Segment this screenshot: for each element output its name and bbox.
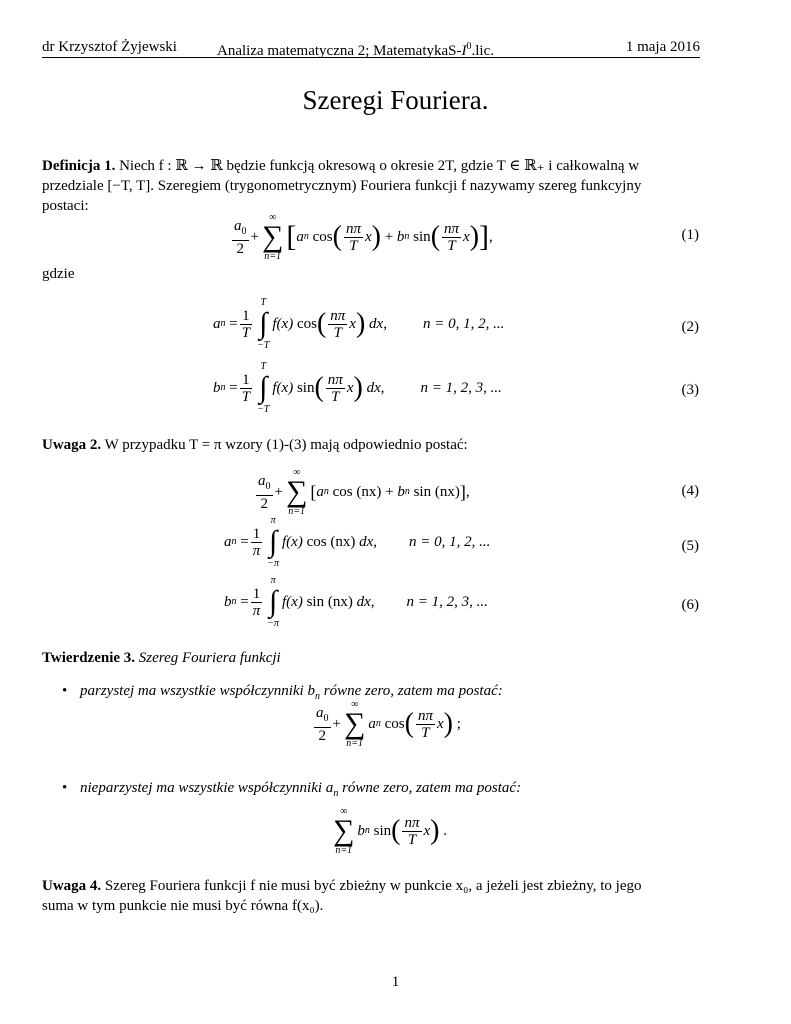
equation-even-series: $\frac{a_0}{2}$ + ∞ ∑ n=1 a n cos ( $\frac{n\pi}{T}$ x ) ;	[316, 699, 461, 749]
header-course-sup: 0	[466, 41, 472, 52]
equation-1: $\frac{a_0}{2}$ + ∞ ∑ n=1 [ a n cos ( $\frac{n\pi}{T}$ x ) + b n sin ( $\frac{n\pi}{T}$ x ) ] ,	[234, 212, 493, 262]
header-date: 1 maja 2016	[625, 39, 700, 55]
equation-number-3: (3)	[681, 382, 699, 398]
uwaga-4-line-1: Szereg Fouriera funkcji f nie musi być zbieżny w punkcie x₀, a jeżeli jest zbieżny, to jego	[104, 878, 642, 894]
equation-4: $\frac{a_0}{2}$ + ∞ ∑ n=1 [ a n cos (nx) + b n sin (nx) ] ,	[258, 467, 470, 517]
definition-line-3: postaci:	[42, 198, 89, 214]
sum-symbol: ∞ ∑ n=1	[261, 212, 284, 262]
bullet-icon: •	[62, 683, 68, 699]
definition-1	[42, 156, 700, 176]
integral-symbol: π ∫ −π	[267, 575, 279, 629]
twierdzenie-3-label: Twierdzenie 3.	[42, 650, 136, 666]
page-number: 1	[391, 974, 400, 990]
header-course-i: I	[461, 43, 467, 59]
equation-6: b n = $\frac{1}{\pi}$ π ∫ −π f(x) sin (nx) dx, n = 1, 2, 3, ...	[224, 575, 488, 629]
frac-a0-2: $\frac{a_0}{2}$	[234, 217, 247, 257]
integral-symbol: π ∫ −π	[267, 515, 279, 569]
uwaga-2	[42, 435, 700, 455]
integral-symbol: T ∫ −T	[257, 297, 270, 351]
equation-odd-series: ∞ ∑ n=1 b n sin ( $\frac{n\pi}{T}$ x ) .	[333, 806, 447, 856]
header-course-text: Analiza matematyczna 2; MatematykaS-	[217, 43, 462, 59]
definition-line-2: przedziale [−T, T]. Szeregiem (trygonometrycznym) Fouriera funkcji f nazywamy szereg funkcyjny	[42, 178, 642, 194]
equation-number-5: (5)	[681, 538, 699, 554]
sum-symbol: ∞ ∑ n=1	[343, 699, 366, 749]
equation-3: b n = $\frac{1}{T}$ T ∫ −T f(x) sin ( $\frac{n\pi}{T}$ x ) dx, n = 1, 2, 3, ...	[213, 361, 502, 415]
gdzie-text: gdzie	[42, 266, 75, 282]
equation-number-2: (2)	[681, 319, 699, 335]
equation-number-4: (4)	[681, 483, 699, 499]
twierdzenie-3	[42, 648, 700, 668]
uwaga-2-label: Uwaga 2.	[42, 437, 102, 453]
equation-number-1: (1)	[681, 227, 699, 243]
sum-symbol: ∞ ∑ n=1	[333, 806, 355, 856]
uwaga-2-text: W przypadku T = π wzory (1)-(3) mają odpowiednio postać:	[104, 437, 468, 453]
sum-symbol: ∞ ∑ n=1	[285, 467, 308, 517]
equation-5: a n = $\frac{1}{\pi}$ π ∫ −π f(x) cos (nx) dx, n = 0, 1, 2, ...	[224, 515, 491, 569]
equation-2: a n = $\frac{1}{T}$ T ∫ −T f(x) cos ( $\frac{n\pi}{T}$ x ) dx, n = 0, 1, 2, ...	[213, 297, 505, 351]
bullet-icon: •	[62, 780, 68, 796]
header-rule	[42, 57, 700, 58]
definition-label: Definicja 1.	[42, 158, 116, 174]
uwaga-4-label: Uwaga 4.	[42, 878, 102, 894]
bullet-1-text: parzystej ma wszystkie współczynniki $b_n$ równe zero, zatem ma postać:	[80, 683, 503, 702]
header-course-tail: .lic.	[471, 43, 494, 59]
twierdzenie-3-text: Szereg Fouriera funkcji	[138, 650, 281, 666]
equation-number-6: (6)	[681, 597, 699, 613]
uwaga-4-line-2: suma w tym punkcie nie musi być równa f(x₀).	[42, 898, 324, 914]
header-author: dr Krzysztof Żyjewski	[42, 39, 177, 55]
uwaga-4	[42, 876, 700, 896]
bullet-2-text: nieparzystej ma wszystkie współczynniki $a_n$ równe zero, zatem ma postać:	[80, 780, 522, 799]
page-title: Szeregi Fouriera.	[302, 85, 489, 115]
definition-line-1: Niech f : ℝ → ℝ będzie funkcją okresową o okresie 2T, gdzie T ∈ ℝ₊ i całkowalną w	[119, 158, 640, 174]
integral-symbol: T ∫ −T	[257, 361, 270, 415]
